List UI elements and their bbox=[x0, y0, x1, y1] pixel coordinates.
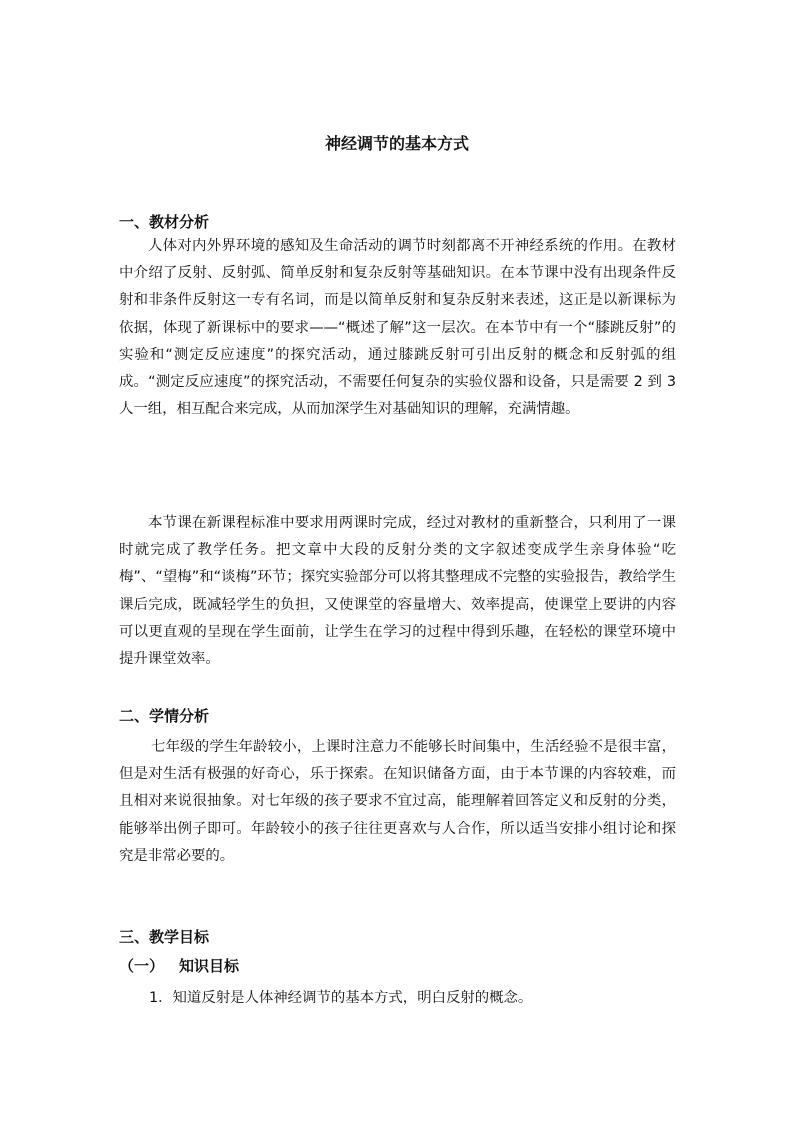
paragraph-student-analysis: 七年级的学生年龄较小，上课时注意力不能够长时间集中，生活经验不是很丰富，但是对生活有极强的好奇心，乐于探索。在知识储备方面，由于本节课的内容较难，而且相对来说很抽象。对七年级的孩子要求不宜过高，能理解着回答定义和反射的分类，能够举出例子即可。年龄较小的孩子往往更喜欢与人合作，所以适当安排小组讨论和探究是非常必要的。 bbox=[119, 739, 676, 864]
subsection-label: 知识目标 bbox=[179, 957, 240, 975]
paragraph-textbook-analysis-2: 本节课在新课程标准中要求用两课时完成，经过对教材的重新整合，只利用了一课时就完成了教学任务。把文章中大段的反射分类的文字叙述变成学生亲身体验“吃梅”、“望梅”和“谈梅”环节；探究实验部分可以将其整理成不完整的实验报告，教给学生课后完成，既减轻学生的负担，又使课堂的容量增大、效率提高，使课堂上要讲的内容可以更直观的呈现在学生面前，让学生在学习的过程中得到乐趣，在轻松的课堂环境中提升课堂效率。 bbox=[119, 515, 676, 668]
subsection-heading-knowledge-goals bbox=[119, 955, 239, 977]
subsection-number: （一） bbox=[119, 957, 165, 975]
section-heading-textbook-analysis: 一、教材分析 bbox=[119, 213, 210, 231]
section-heading-student-analysis: 二、学情分析 bbox=[119, 707, 210, 725]
paragraph-textbook-analysis-1: 人体对内外界环境的感知及生命活动的调节时刻都离不开神经系统的作用。在教材中介绍了反射、反射弧、简单反射和复杂反射等基础知识。在本节课中没有出现条件反射和非条件反射这一专有名词，而是以简单反射和复杂反射来表述，这正是以新课标为依据，体现了新课标中的要求——“概述了解”这一层次。在本节中有一个“膝跳反射”的实验和“测定反应速度”的探究活动，通过膝跳反射可引出反射的概念和反射弧的组成。“测定反应速度”的探究活动，不需要任何复杂的实验仪器和设备，只是需要 2 到 3 人一组，相互配合来完成，从而加深学生对基础知识的理解，充满情趣。 bbox=[119, 238, 676, 418]
knowledge-goal-item: 1．知道反射是人体神经调节的基本方式，明白反射的概念。 bbox=[149, 990, 533, 1006]
section-heading-teaching-goals: 三、教学目标 bbox=[119, 928, 210, 946]
document-title: 神经调节的基本方式 bbox=[324, 134, 469, 153]
